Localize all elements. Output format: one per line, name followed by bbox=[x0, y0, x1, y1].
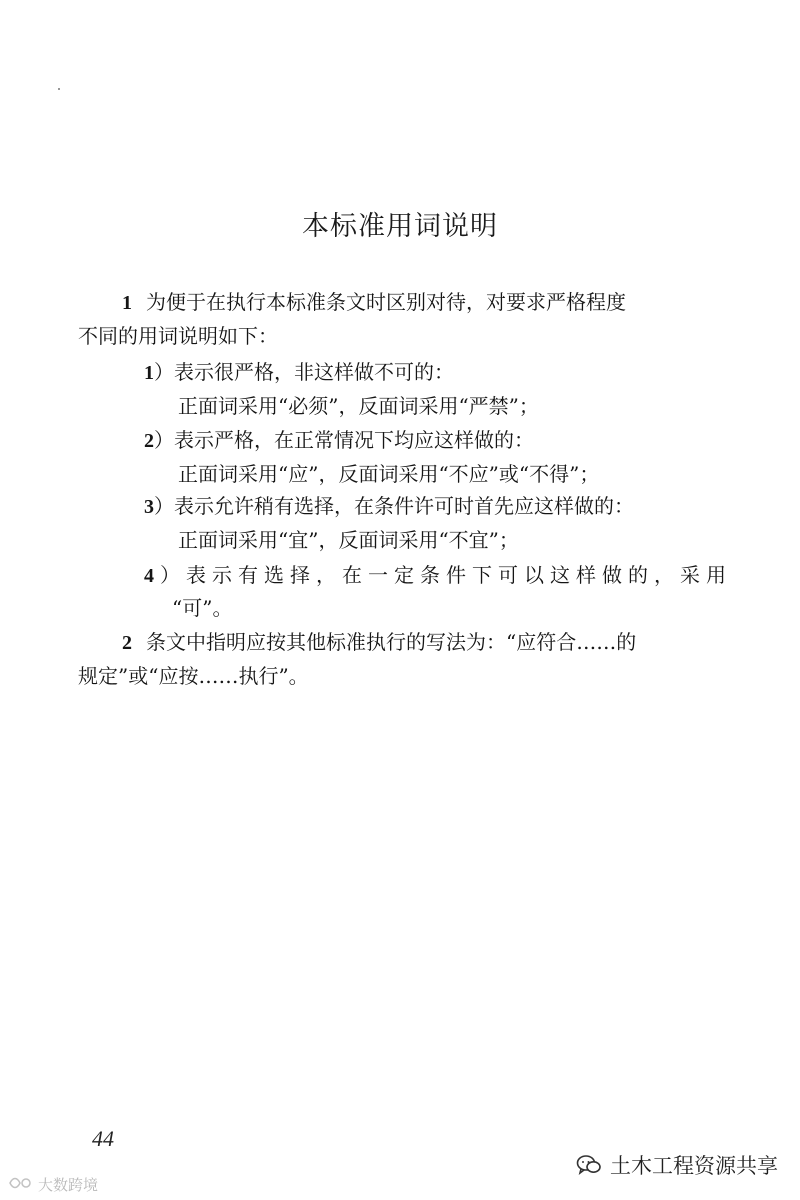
list-item-number: 1 bbox=[144, 362, 154, 384]
paragraph-1-line-1 bbox=[122, 288, 626, 317]
list-item-text: ）表示允许稍有选择，在条件许可时首先应这样做的： bbox=[154, 494, 634, 518]
list-item-2-line-1 bbox=[144, 426, 534, 455]
paragraph-2-line-1 bbox=[122, 628, 636, 657]
paragraph-number: 2 bbox=[122, 632, 132, 654]
list-item-4-line-1 bbox=[144, 561, 732, 590]
paragraph-text: 为便于在执行本标准条文时区别对待，对要求严格程度 bbox=[146, 290, 626, 314]
list-item-3-line-2: 正面词采用“宜”，反面词采用“不宜”； bbox=[178, 528, 519, 552]
page-title: 本标准用词说明 bbox=[302, 211, 498, 242]
paragraph-number: 1 bbox=[122, 292, 132, 314]
paragraph-1-line-2: 不同的用词说明如下： bbox=[78, 324, 278, 348]
watermark-right bbox=[576, 1150, 778, 1180]
list-item-number: 4 bbox=[144, 565, 160, 587]
list-item-number: 3 bbox=[144, 496, 154, 518]
wechat-icon bbox=[576, 1154, 602, 1176]
list-item-4-line-2: “可”。 bbox=[172, 596, 233, 620]
list-item-1-line-2: 正面词采用“必须”，反面词采用“严禁”； bbox=[178, 394, 539, 418]
logo-icon bbox=[8, 1175, 34, 1195]
paragraph-2-line-2: 规定”或“应按……执行”。 bbox=[78, 664, 309, 688]
list-item-text: ）表示严格，在正常情况下均应这样做的： bbox=[154, 428, 534, 452]
page-number: 44 bbox=[92, 1126, 114, 1151]
watermark-left-text: 大数跨境 bbox=[38, 1176, 99, 1194]
list-item-number: 2 bbox=[144, 430, 154, 452]
list-item-3-line-1 bbox=[144, 492, 634, 521]
list-item-1-line-1 bbox=[144, 358, 454, 387]
paragraph-text: 条文中指明应按其他标准执行的写法为：“应符合……的 bbox=[146, 630, 637, 654]
list-item-text: ）表示有选择，在一定条件下可以这样做的，采用 bbox=[160, 563, 732, 587]
watermark-right-text: 土木工程资源共享 bbox=[610, 1154, 778, 1178]
scan-speck bbox=[58, 88, 60, 90]
list-item-2-line-2: 正面词采用“应”，反面词采用“不应”或“不得”； bbox=[178, 462, 600, 486]
list-item-text: ）表示很严格，非这样做不可的： bbox=[154, 360, 454, 384]
watermark-left bbox=[8, 1174, 98, 1195]
